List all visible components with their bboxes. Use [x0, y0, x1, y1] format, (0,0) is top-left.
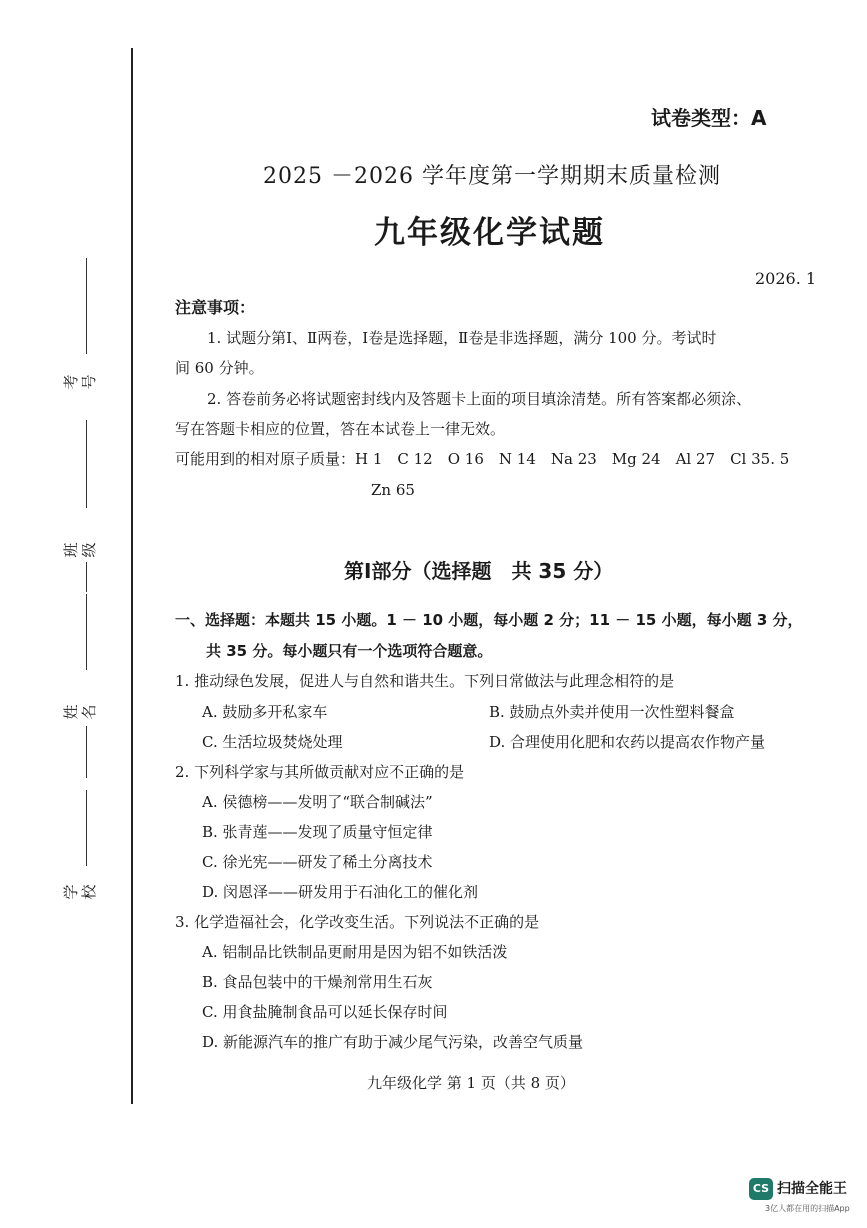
notice-heading: 注意事项：: [175, 298, 256, 317]
q1-stem: 1. 推动绿色发展，促进人与自然和谐共生。下列日常做法与此理念相符的是: [175, 672, 675, 690]
paper-type: 试卷类型：A: [651, 106, 767, 130]
notice-item1-line1: 1. 试题分第Ⅰ、Ⅱ两卷，Ⅰ卷是选择题，Ⅱ卷是非选择题，满分 100 分。考试时: [207, 329, 717, 347]
school-label: 学校: [62, 884, 98, 900]
name-label: 姓名: [62, 704, 98, 720]
q3-option-b: B. 食品包装中的干燥剂常用生石灰: [202, 973, 433, 991]
q2-option-b: B. 张青莲——发现了质量守恒定律: [202, 823, 433, 841]
exam-no-rule: [86, 258, 87, 354]
atomic-masses-line2: Zn 65: [371, 481, 415, 499]
exam-date: 2026. 1: [755, 269, 817, 288]
school-field: [62, 790, 98, 900]
school-rule: [86, 790, 87, 866]
scanner-logo-icon: CS: [749, 1178, 773, 1200]
page-title: 九年级化学试题: [374, 215, 605, 251]
notice-item2-line1: 2. 答卷前务必将试题密封线内及答题卡上面的项目填涂清楚。所有答案都必须涂、: [207, 390, 752, 408]
name-rule: [86, 594, 87, 670]
q2-stem: 2. 下列科学家与其所做贡献对应不正确的是: [175, 763, 465, 781]
q3-option-c: C. 用食盐腌制食品可以延长保存时间: [202, 1003, 448, 1021]
binding-line: [131, 48, 133, 1104]
q1-option-d: D. 合理使用化肥和农药以提高农作物产量: [489, 733, 766, 751]
scanner-brand: 扫描全能王: [777, 1181, 847, 1197]
q1-option-c: C. 生活垃圾焚烧处理: [202, 733, 343, 751]
class-rule: [86, 420, 87, 508]
q2-option-a: A. 侯德榜——发明了“联合制碱法”: [202, 793, 433, 811]
notice-item1-line2: 间 60 分钟。: [175, 359, 264, 377]
q3-option-d: D. 新能源汽车的推广有助于减少尾气污染，改善空气质量: [202, 1033, 584, 1051]
scanner-tagline: 3亿人都在用的扫描App: [765, 1204, 850, 1213]
class-label: 班级: [62, 542, 98, 558]
q1-option-a: A. 鼓励多开私家车: [202, 703, 328, 721]
page-footer: 九年级化学 第 1 页（共 8 页）: [367, 1074, 575, 1092]
atomic-masses-line1: 可能用到的相对原子质量：H 1 C 12 O 16 N 14 Na 23 Mg 24 Al 27 Cl 35. 5: [175, 450, 790, 468]
part1-instructions-line1: 一、选择题：本题共 15 小题。1 － 10 小题，每小题 2 分；11 － 15 小题，每小题 3 分，: [175, 611, 803, 629]
part1-heading: 第Ⅰ部分（选择题 共 35 分）: [344, 559, 614, 583]
part1-instructions-line2: 共 35 分。每小题只有一个选项符合题意。: [206, 642, 493, 660]
q2-option-c: C. 徐光宪——研发了稀土分离技术: [202, 853, 433, 871]
q1-option-b: B. 鼓励点外卖并使用一次性塑料餐盒: [489, 703, 735, 721]
exam-no-label: 考号: [62, 374, 98, 390]
q2-option-d: D. 闵恩泽——研发用于石油化工的催化剂: [202, 883, 479, 901]
class-field: [62, 420, 98, 570]
q3-option-a: A. 铝制品比铁制品更耐用是因为铝不如铁活泼: [202, 943, 508, 961]
exam-year-title: 2025 －2026 学年度第一学期期末质量检测: [263, 164, 721, 189]
class-rule-lower: [86, 562, 87, 592]
q3-stem: 3. 化学造福社会，化学改变生活。下列说法不正确的是: [175, 913, 540, 931]
exam-no-field: [62, 258, 98, 408]
notice-item2-line2: 写在答题卡相应的位置，答在本试卷上一律无效。: [175, 420, 506, 438]
name-rule-lower: [86, 726, 87, 778]
name-field: [62, 594, 98, 764]
